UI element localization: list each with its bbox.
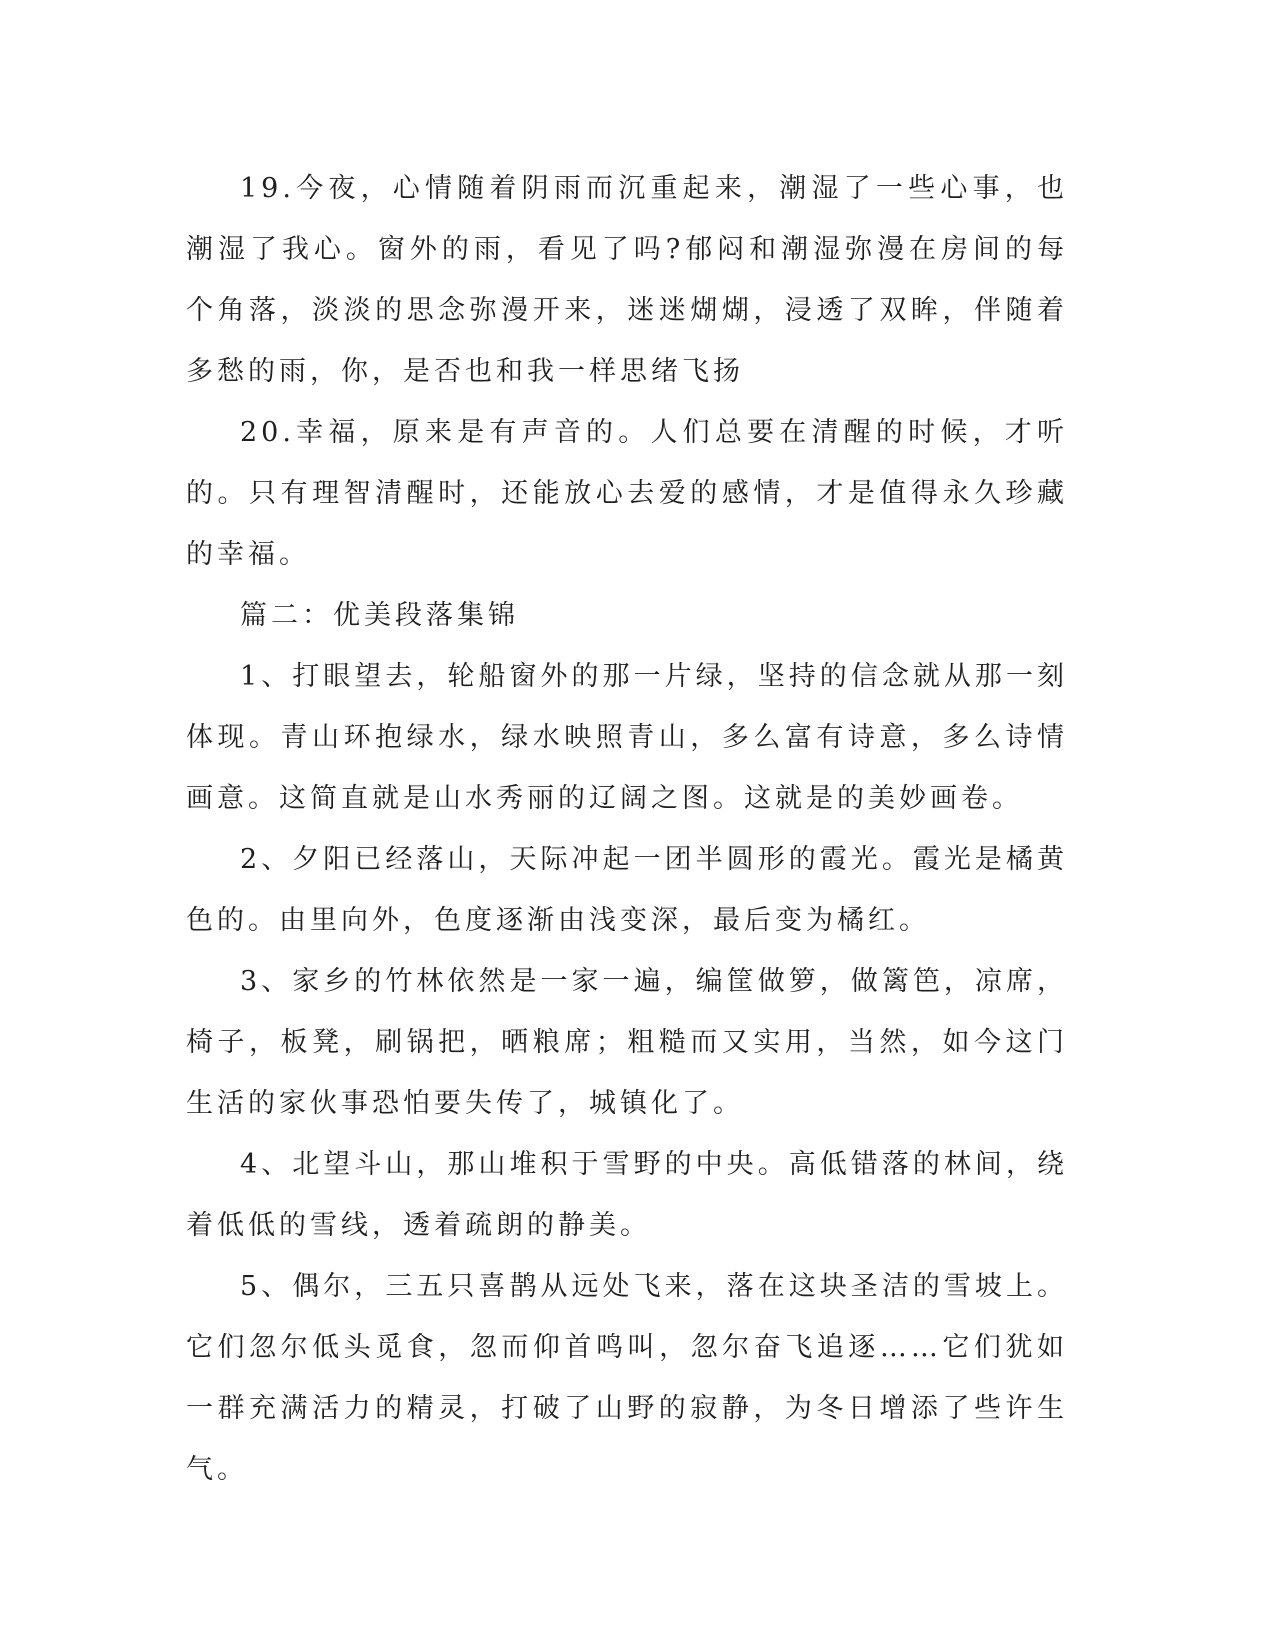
paragraph-4: 4、北望斗山，那山堆积于雪野的中央。高低错落的林间，绕着低低的雪线，透着疏朗的静美。 — [186, 1149, 1068, 1241]
paragraph-5: 5、偶尔，三五只喜鹊从远处飞来，落在这块圣洁的雪坡上。它们忽尔低头觅食，忽而仰首鸣叫，忽尔奋飞追逐……它们犹如一群充满活力的精灵，打破了山野的寂静，为冬日增添了些许生气。 — [186, 1271, 1068, 1485]
paragraph-20: 20.幸福，原来是有声音的。人们总要在清醒的时候，才听的。只有理智清醒时，还能放心去爱的感情，才是值得永久珍藏的幸福。 — [186, 417, 1068, 570]
paragraph-19: 19.今夜，心情随着阴雨而沉重起来，潮湿了一些心事，也潮湿了我心。窗外的雨，看见了吗?郁闷和潮湿弥漫在房间的每个角落，淡淡的思念弥漫开来，迷迷煳煳，浸透了双眸，伴随着多愁的雨，你，是否也和我一样思绪飞扬 — [186, 173, 1068, 387]
document-page — [186, 158, 1068, 1500]
paragraph-2: 2、夕阳已经落山，天际冲起一团半圆形的霞光。霞光是橘黄色的。由里向外，色度逐渐由浅变深，最后变为橘红。 — [186, 844, 1068, 936]
paragraph-3: 3、家乡的竹林依然是一家一遍，编筐做箩，做篱笆，凉席，椅子，板凳，刷锅把，晒粮席；粗糙而又实用，当然，如今这门生活的家伙事恐怕要失传了，城镇化了。 — [186, 966, 1068, 1119]
section-heading: 篇二：优美段落集锦 — [240, 600, 519, 631]
paragraph-1: 1、打眼望去，轮船窗外的那一片绿，坚持的信念就从那一刻体现。青山环抱绿水，绿水映照青山，多么富有诗意，多么诗情画意。这简直就是山水秀丽的辽阔之图。这就是的美妙画卷。 — [186, 661, 1068, 814]
